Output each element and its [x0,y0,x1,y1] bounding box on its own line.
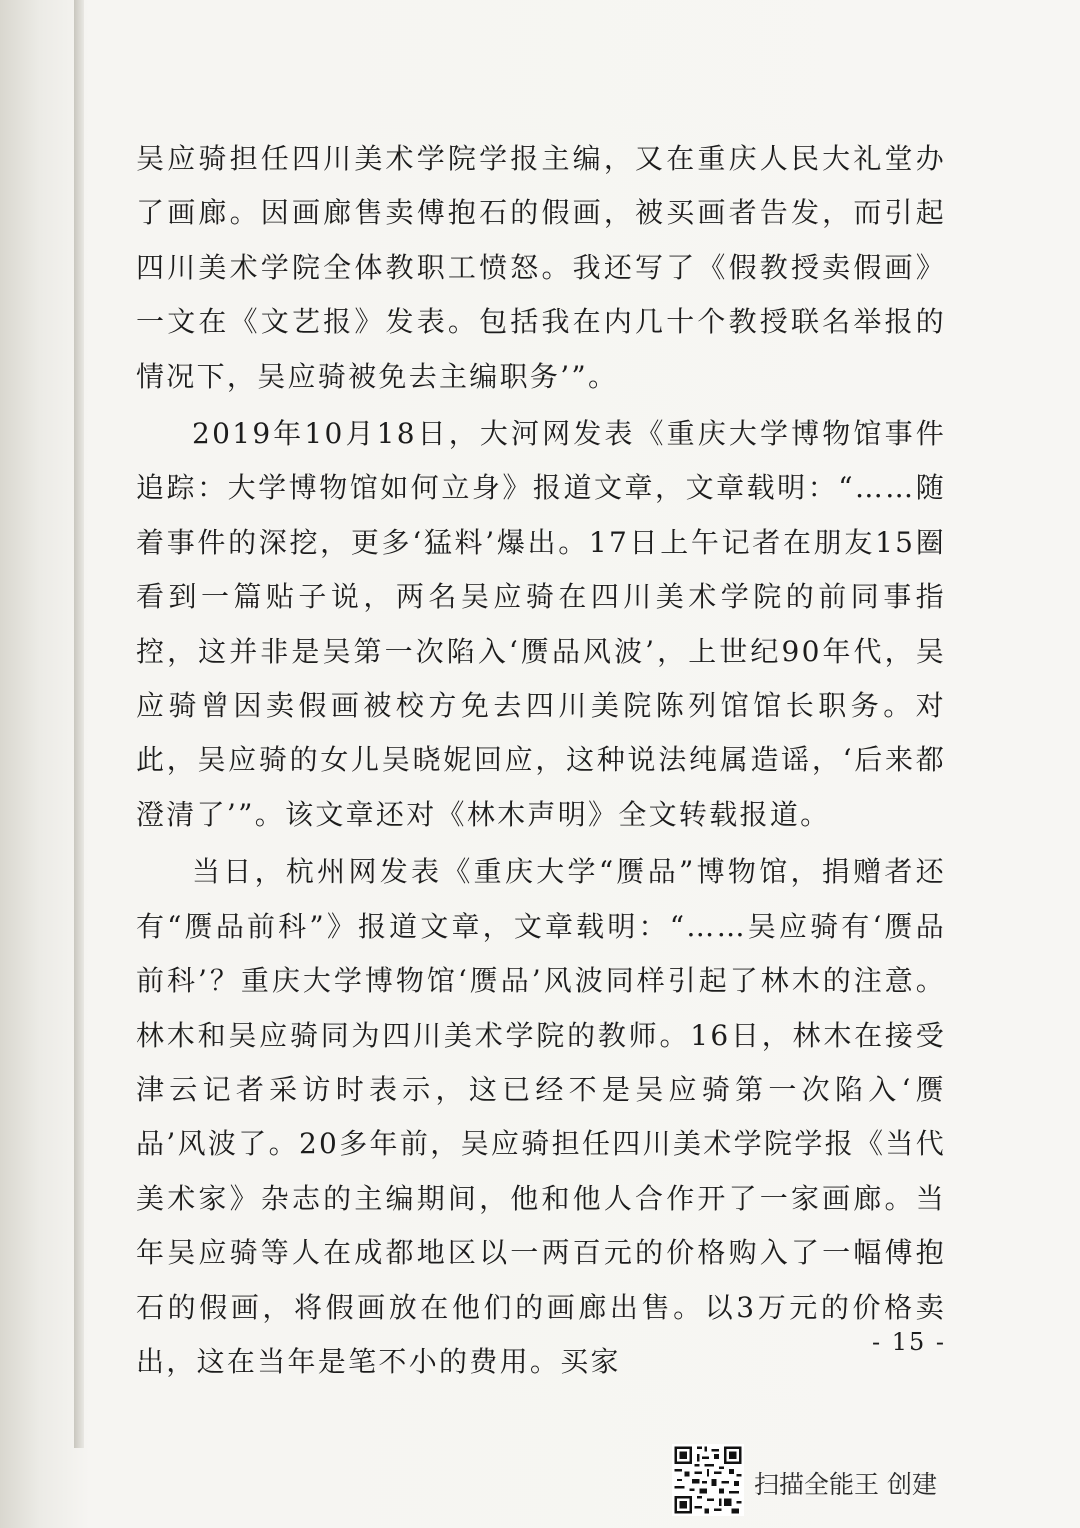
paragraph-2: 2019年10月18日，大河网发表《重庆大学博物馆事件追踪：大学博物馆如何立身》报道文章，文章载明：“……随着事件的深挖，更多‘猛料’爆出。17日上午记者在朋友15圈看到一篇贴子说，两名吴应骑在四川美术学院的前同事指控，这并非是吴第一次陷入‘赝品风波’，上世纪90年代，吴应骑曾因卖假画被校方免去四川美院陈列馆馆长职务。对此，吴应骑的女儿吴晓妮回应，这种说法纯属造谣，‘后来都澄清了’”。该文章还对《林木声明》全文转载报道。 [136,417,946,831]
page-number: - 15 - [872,1328,947,1356]
scanner-watermark: 扫描全能王 创建 [754,1470,937,1499]
binding-shadow [74,0,84,1448]
paragraph-3: 当日，杭州网发表《重庆大学“赝品”博物馆，捐赠者还有“赝品前科”》报道文章，文章载明：“……吴应骑有‘赝品前科’？重庆大学博物馆‘赝品’风波同样引起了林木的注意。林木和吴应骑同为四川美术学院的教师。16日，林木在接受津云记者采访时表示，这已经不是吴应骑第一次陷入‘赝品’风波了。20多年前，吴应骑担任四川美术学院学报《当代美术家》杂志的主编期间，他和他人合作开了一家画廊。当年吴应骑等人在成都地区以一两百元的价格购入了一幅傅抱石的假画，将假画放在他们的画廊出售。以3万元的价格卖出，这在当年是笔不小的费用。买家 [136,855,946,1378]
body-text [136,132,946,1392]
qr-code-icon [672,1444,744,1516]
paragraph-1: 吴应骑担任四川美术学院学报主编，又在重庆人民大礼堂办了画廊。因画廊售卖傅抱石的假画，被买画者告发，而引起四川美术学院全体教职工愤怒。我还写了《假教授卖假画》一文在《文艺报》发表。包括我在内几十个教授联名举报的情况下，吴应骑被免去主编职务’”。 [136,142,946,393]
